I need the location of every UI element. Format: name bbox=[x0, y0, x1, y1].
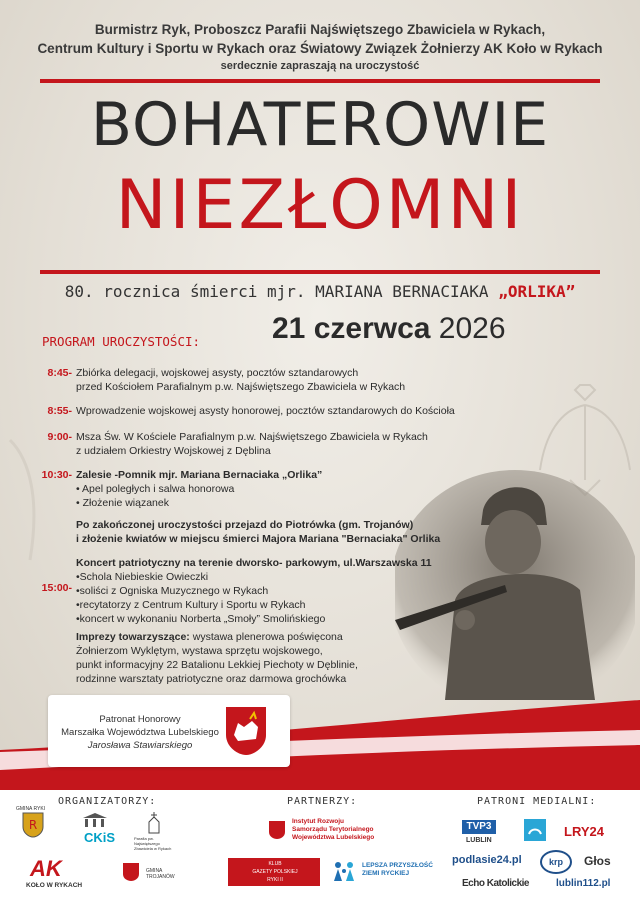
program-label: PROGRAM UROCZYSTOŚCI: bbox=[42, 334, 201, 349]
concert-title: Koncert patriotyczny na terenie dworsko- parkowym, ul.Warszawska 11 bbox=[76, 557, 432, 569]
program-line: Zalesie -Pomnik mjr. Mariana Bernaciaka „Orlika” bbox=[76, 469, 323, 481]
concert-time: 15:00- bbox=[41, 582, 72, 594]
lepsza-line: LEPSZA PRZYSZŁOŚĆ bbox=[362, 862, 433, 869]
ckis-building-icon bbox=[82, 812, 108, 828]
radio-lublin-icon bbox=[523, 818, 547, 842]
lepsza-przyszlosc-label bbox=[362, 862, 433, 878]
program-line: • Złożenie wiązanek bbox=[76, 497, 169, 509]
side-events-body bbox=[76, 630, 466, 686]
lublin112-logo: lublin112.pl bbox=[556, 878, 611, 889]
header-line-1: Burmistrz Ryk, Proboszcz Parafii Najświętszego Zbawiciela w Rykach, bbox=[94, 22, 546, 37]
svg-text:R: R bbox=[28, 818, 38, 832]
glos-logo: Głos bbox=[584, 854, 611, 868]
program-time: 8:55- bbox=[47, 405, 72, 417]
side-events-text: wystawa plenerowa poświęcona bbox=[189, 631, 343, 643]
irst-label bbox=[292, 818, 374, 842]
program-time: 9:00- bbox=[47, 431, 72, 443]
concert-item: •Schola Niebieskie Owieczki bbox=[76, 571, 209, 583]
title-bohaterowie: BOHATEROWIE bbox=[90, 90, 550, 160]
krp-logo: krp bbox=[540, 850, 572, 874]
patron-line-3: Jarosława Stawiarskiego bbox=[87, 740, 193, 751]
program-body bbox=[76, 430, 466, 458]
echo-katolickie-logo: Echo Katolickie bbox=[462, 878, 529, 889]
side-events-line-3: punkt informacyjny 22 Batalionu Lekkiej Piechoty w Dęblinie, bbox=[76, 659, 358, 671]
transfer-line-1: Po zakończonej uroczystości przejazd do Piotrówka (gm. Trojanów) bbox=[76, 519, 414, 531]
tvp3-logo: TVP3 bbox=[462, 820, 496, 834]
side-events-line-1 bbox=[76, 630, 466, 644]
program-time: 10:30- bbox=[41, 469, 72, 481]
irst-line: Instytut Rozwoju bbox=[292, 818, 344, 825]
program-line: Wprowadzenie wojskowej asysty honorowej, pocztów sztandarowych do Kościoła bbox=[76, 405, 455, 417]
program-body bbox=[76, 468, 466, 510]
ckis-logo: CKiS bbox=[84, 830, 116, 845]
irst-line: Samorządu Terytorialnego bbox=[292, 826, 374, 833]
ak-kolo-label: KOŁO W RYKACH bbox=[26, 882, 83, 889]
partners-label: PARTNERZY: bbox=[287, 796, 358, 807]
program-line: Msza Św. W Kościele Parafialnym p.w. Najświętszego Zbawiciela w Rykach bbox=[76, 431, 428, 443]
side-events-label: Imprezy towarzyszące: bbox=[76, 631, 190, 643]
transfer-line-2: i złożenie kwiatów w miejscu śmierci Majora Mariana "Bernaciaka" Orlika bbox=[76, 533, 441, 545]
patron-line-2: Marszałka Województwa Lubelskiego bbox=[61, 727, 219, 738]
concert-item: •recytatorzy z Centrum Kultury i Sportu w Rykach bbox=[76, 599, 306, 611]
organizers-label: ORGANIZATORZY: bbox=[58, 796, 157, 807]
transfer-body bbox=[76, 518, 466, 546]
lepsza-line: ZIEMI RYCKIEJ bbox=[362, 870, 410, 877]
sponsors-footer bbox=[0, 790, 640, 901]
divider-bottom bbox=[40, 270, 600, 274]
concert-item: •koncert w wykonaniu Norberta „Smoły” Smolińskiego bbox=[76, 613, 326, 625]
anniversary-subtitle bbox=[0, 282, 640, 301]
header-line-2: Centrum Kultury i Sportu w Rykach oraz Światowy Związek Żołnierzy AK Koło w Rykach bbox=[37, 41, 603, 56]
klub-line: KLUB bbox=[268, 861, 282, 867]
side-events-line-4: rodzinne warsztaty patriotyczne oraz darmowa grochówka bbox=[76, 673, 347, 685]
concert-body bbox=[76, 556, 466, 626]
program-line: • Apel poległych i salwa honorowa bbox=[76, 483, 235, 495]
podlasie24-logo: podlasie24.pl bbox=[452, 854, 522, 866]
orlika-nickname: „ORLIKA” bbox=[498, 282, 576, 301]
gmina-trojanow-crest-icon bbox=[122, 862, 140, 882]
event-date bbox=[272, 312, 506, 346]
irst-crest-icon bbox=[268, 820, 286, 840]
klub-line: RYKI II bbox=[267, 877, 283, 883]
header-line-3: serdecznie zapraszają na uroczystość bbox=[220, 60, 420, 72]
title-niezlomni: NIEZŁOMNI bbox=[115, 166, 525, 245]
gmina-trojanow-label: GMINA TROJANÓW bbox=[146, 868, 175, 880]
parish-church-icon bbox=[146, 812, 162, 834]
program-body bbox=[76, 404, 466, 418]
klub-line: GAZETY POLSKIEJ bbox=[252, 869, 298, 875]
program-line: przed Kościołem Parafialnym p.w. Najświętszego Zbawiciela w Rykach bbox=[76, 381, 406, 393]
family-icon bbox=[332, 860, 358, 882]
patron-line-1: Patronat Honorowy bbox=[99, 714, 181, 725]
event-year: 2026 bbox=[438, 312, 506, 345]
lubelskie-crest-icon bbox=[224, 705, 268, 757]
gmina-ryki-label: GMINA RYKI bbox=[16, 806, 46, 812]
klub-text bbox=[242, 860, 308, 884]
honorary-patron-box bbox=[48, 695, 290, 767]
program-line: Zbiórka delegacji, wojskowej asysty, pocztów sztandarowych bbox=[76, 367, 359, 379]
divider-top bbox=[40, 79, 600, 83]
anniversary-text: 80. rocznica śmierci mjr. MARIANA BERNACIAKA bbox=[64, 282, 489, 301]
patron-text bbox=[60, 713, 220, 752]
tvp3-lublin-label: LUBLIN bbox=[466, 837, 492, 844]
irst-line: Województwa Lubelskiego bbox=[292, 834, 375, 841]
concert-item: •soliści z Ogniska Muzycznego w Rykach bbox=[76, 585, 269, 597]
lry24-logo: LRY24 bbox=[564, 824, 604, 839]
program-line: z udziałem Orkiestry Wojskowej z Dęblina bbox=[76, 445, 271, 457]
klub-gazety-polskiej-logo bbox=[228, 858, 320, 886]
program-body bbox=[76, 366, 466, 394]
gmina-ryki-crest-icon bbox=[22, 812, 44, 838]
program-time: 8:45- bbox=[47, 367, 72, 379]
event-day-month: 21 czerwca bbox=[272, 312, 431, 345]
parish-label: Parafia pw. Najświętszego Zbawiciela w Rykach bbox=[134, 836, 172, 851]
ak-logo: AK bbox=[30, 856, 62, 881]
side-events-line-2: Żołnierzom Wyklętym, wystawa sprzętu wojskowego, bbox=[76, 645, 323, 657]
media-label: PATRONI MEDIALNI: bbox=[477, 796, 597, 807]
